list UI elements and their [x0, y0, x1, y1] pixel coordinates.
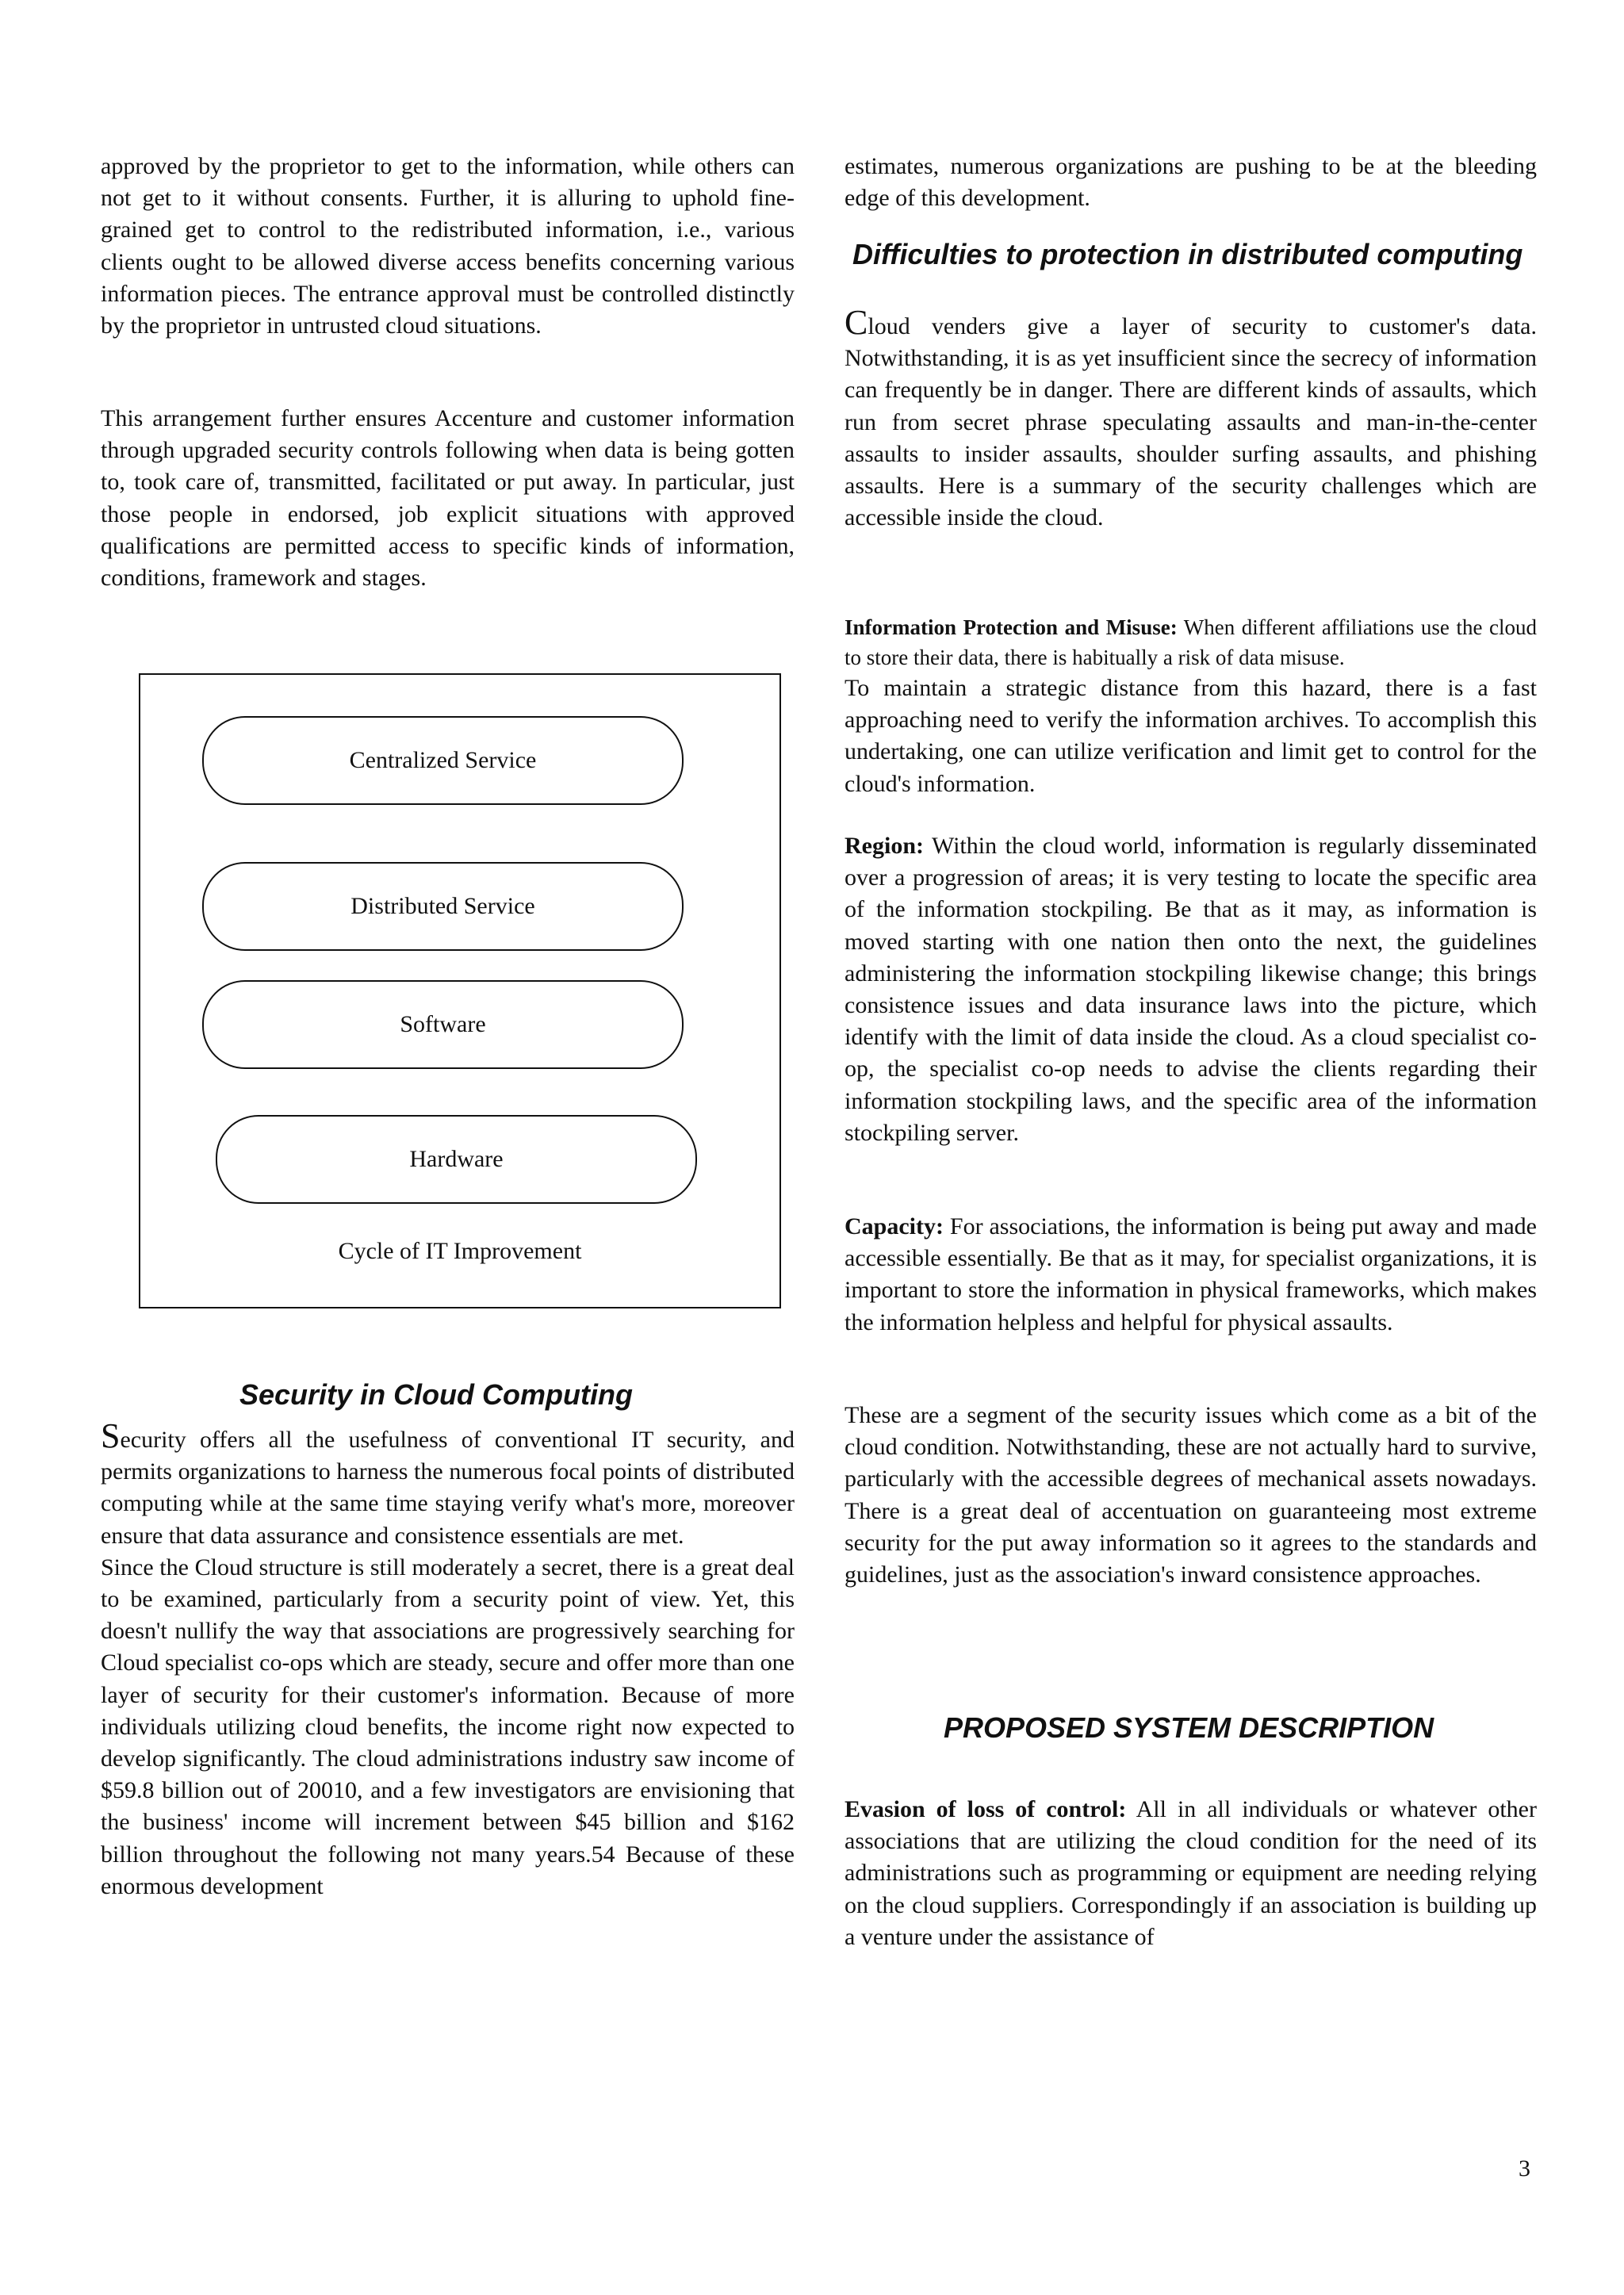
layer-software: Software	[202, 980, 684, 1069]
term-label: Information Protection and Misuse:	[845, 615, 1178, 639]
drop-cap: C	[845, 303, 868, 342]
drop-cap: S	[101, 1416, 121, 1455]
figure-caption: Cycle of IT Improvement	[338, 1238, 582, 1264]
paragraph-text: These are a segment of the security issues which come as a bit of the cloud condition. Notwithstanding, these are not actually hard to survive, particularly with the accessible degrees of mechanical assets nowadays. There is a great deal of accentuation on guaranteeing most extreme security for the put away information so it agrees to the standards and guidelines, just as the association's inward consistence approaches.	[845, 1402, 1537, 1588]
paragraph-capacity	[845, 1211, 1537, 1339]
paragraph-accenture	[101, 403, 795, 594]
figure-it-improvement-cycle	[139, 673, 781, 1308]
paragraph-cloud-venders	[845, 303, 1537, 534]
term-label: Capacity:	[845, 1213, 944, 1239]
layer-centralized-service: Centralized Service	[202, 716, 684, 805]
term-label: Evasion of loss of control:	[845, 1796, 1127, 1822]
paragraph-text: Within the cloud world, information is regularly disseminated over a progression of areas; it is very testing to locate the specific area of the information stockpiling. Be that as it may, as information is moved starting with one nation then onto the next, the guidelines administering the information stockpiling likewise change; this brings consistence issues and data insurance laws into the picture, which identify with the limit of data inside the cloud. As a cloud specialist co-op, the specialist co-op needs to advise the clients regarding their information stockpiling laws, and the specific area of the information stockpiling server.	[845, 833, 1537, 1146]
paragraph-text: When different affiliations use the cloud to store their data, there is habitually a risk of data misuse.	[845, 615, 1537, 669]
paragraph-text: ecurity offers all the usefulness of conventional IT security, and permits organizations to harness the numerous focal points of distributed computing while at the same time staying verify what's more, moreover ensure that data assurance and consistence essentials are met.	[101, 1427, 795, 1549]
paragraph-text: Since the Cloud structure is still moderately a secret, there is a great deal to be examined, particularly from a security point of view. Yet, this doesn't nullify the way that associations are progressively searching for Cloud specialist co-ops which are steady, secure and offer more than one layer of security for their customer's information. Because of more individuals utilizing cloud benefits, the income right now expected to develop significantly. The cloud administrations industry saw income of $59.8 billion out of 20010, and a few investigators are envisioning that the business' income will increment between $45 billion and $162 billion throughout the following not many years.54 Because of these enormous development	[101, 1554, 795, 1899]
paragraph-security-issues	[845, 1400, 1537, 1591]
paragraph-evasion	[845, 1794, 1537, 1953]
layer-distributed-service: Distributed Service	[202, 862, 684, 951]
paragraph-region	[845, 830, 1537, 1149]
heading-proposed-system: PROPOSED SYSTEM DESCRIPTION	[944, 1711, 1434, 1744]
heading-difficulties: Difficulties to protection in distributed computing	[852, 238, 1523, 270]
layer-hardware: Hardware	[216, 1115, 697, 1204]
term-label: Region:	[845, 833, 924, 859]
paragraph-text: This arrangement further ensures Accenture and customer information through upgraded security controls following when data is being gotten to, took care of, transmitted, facilitated or put away. In particular, just those people in endorsed, job explicit situations with approved qualifications are permitted access to specific kinds of information, conditions, framework and stages.	[101, 405, 795, 592]
paragraph-text: To maintain a strategic distance from this hazard, there is a fast approaching need to verify the information archives. To accomplish this undertaking, one can utilize verification and limit get to control for the cloud's information.	[845, 675, 1537, 797]
section-security	[101, 1416, 795, 1902]
paragraph-estimates	[845, 151, 1537, 214]
page-number: 3	[1519, 2155, 1530, 2182]
paragraph-access-control	[101, 151, 795, 342]
paragraph-text: loud venders give a layer of security to customer's data. Notwithstanding, it is as yet insufficient since the secrecy of information can frequently be in danger. There are different kinds of assaults, which run from secret phrase speculating assaults and man-in-the-center assaults to insider assaults, shoulder surfing assaults, and phishing assaults. Here is a summary of the security challenges which are accessible inside the cloud.	[845, 313, 1537, 531]
paragraph-text: All in all individuals or whatever other associations that are utilizing the cloud condition for the need of its administrations such as programming or equipment are needing relying on the cloud suppliers. Correspondingly if an association is building up a venture under the assistance of	[845, 1796, 1537, 1950]
heading-security-in-cloud-computing: Security in Cloud Computing	[239, 1378, 633, 1411]
paragraph-text: For associations, the information is being put away and made accessible essentially. Be that as it may, for specialist organizations, it is important to store the information in physical frameworks, which makes the information helpless and helpful for physical assaults.	[845, 1213, 1537, 1335]
paragraph-information-protection	[845, 612, 1537, 800]
paragraph-text: approved by the proprietor to get to the information, while others can not get to it without consents. Further, it is alluring to uphold fine-grained get to control to the redistributed information, i.e., various clients ought to be allowed diverse access benefits concerning various information pieces. The entrance approval must be controlled distinctly by the proprietor in untrusted cloud situations.	[101, 153, 795, 339]
paragraph-text: estimates, numerous organizations are pushing to be at the bleeding edge of this development.	[845, 153, 1537, 212]
